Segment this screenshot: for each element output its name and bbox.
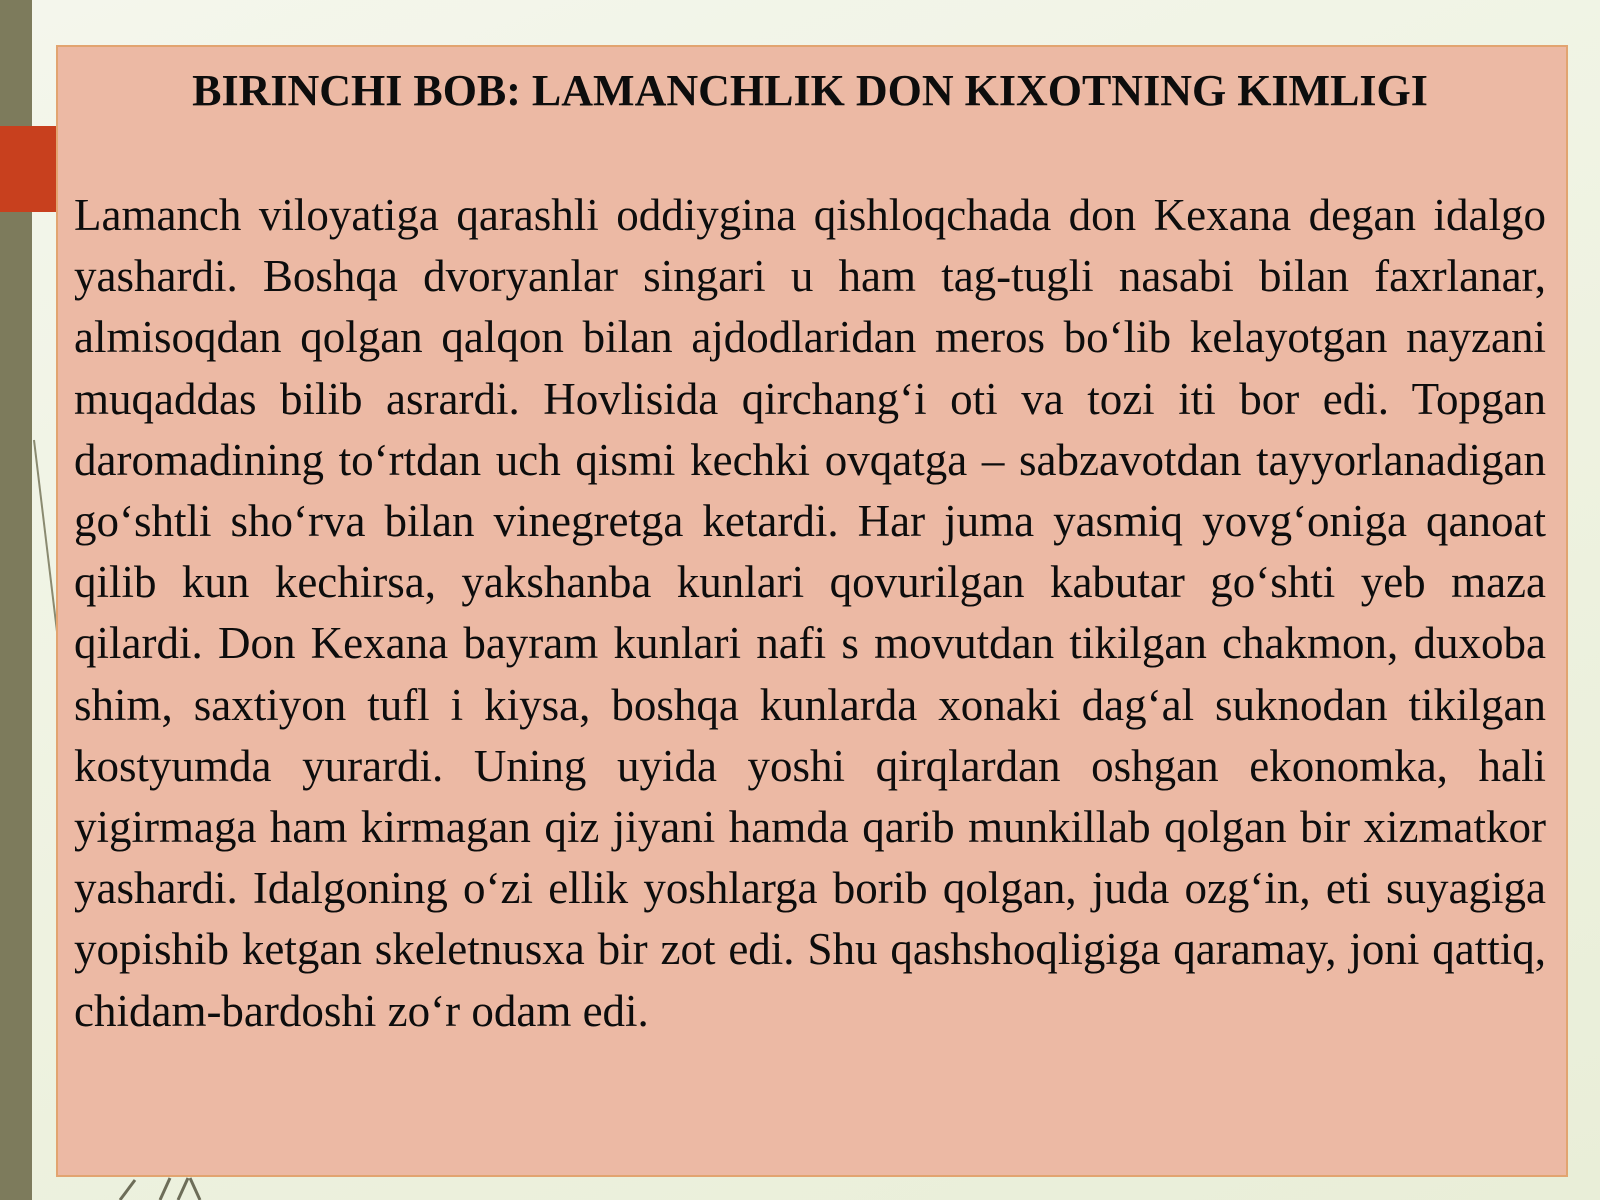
decorative-line xyxy=(34,440,58,640)
decorative-line xyxy=(190,1178,200,1200)
decorative-line xyxy=(120,1180,135,1200)
accent-block xyxy=(0,126,58,212)
slide-body-text: Lamanch viloyatiga qarashli oddiygina qishloqchada don Kexana degan idalgo yashardi. Boshqa dvoryanlar singari u ham tag-tugli nasabi bilan faxrlanar, almisoqdan qolgan qalqon bilan ajdodlaridan meros bo‘lib kelayotgan nayzani muqaddas bilib asrardi. Hovlisida qirchang‘i oti va tozi iti bor edi. Topgan daromadining to‘rtdan uch qismi kechki ovqatga – sabzavotdan tayyorlanadigan go‘shtli sho‘rva bilan vinegretga ketardi. Har juma yasmiq yovg‘oniga qanoat qilib kun kechirsa, yakshanba kunlari qovurilgan kabutar go‘shti yeb maza qilardi. Don Kexana bayram kunlari nafi s movutdan tikilgan chakmon, duxoba shim, saxtiyon tufl i kiysa, boshqa kunlarda xonaki dag‘al suknodan tikilgan kostyumda yurardi. Uning uyida yoshi qirqlardan oshgan ekonomka, hali yigirmaga ham kirmagan qiz jiyani hamda qarib munkillab qolgan bir xizmatkor yashardi. Idalgoning o‘zi ellik yoshlarga borib qolgan, juda ozg‘in, eti suyagiga yopishib ketgan skeletnusxa bir zot edi. Shu qashshoqligiga qaramay, joni qattiq, chidam-bardoshi zo‘r odam edi. xyxy=(74,190,1546,1036)
slide-title: BIRINCHI BOB: LAMANCHLIK DON KIXOTNING KIMLIGI xyxy=(192,66,1428,115)
decorative-line xyxy=(160,1178,170,1200)
decorative-line xyxy=(178,1178,188,1200)
text-box xyxy=(56,45,1568,1177)
